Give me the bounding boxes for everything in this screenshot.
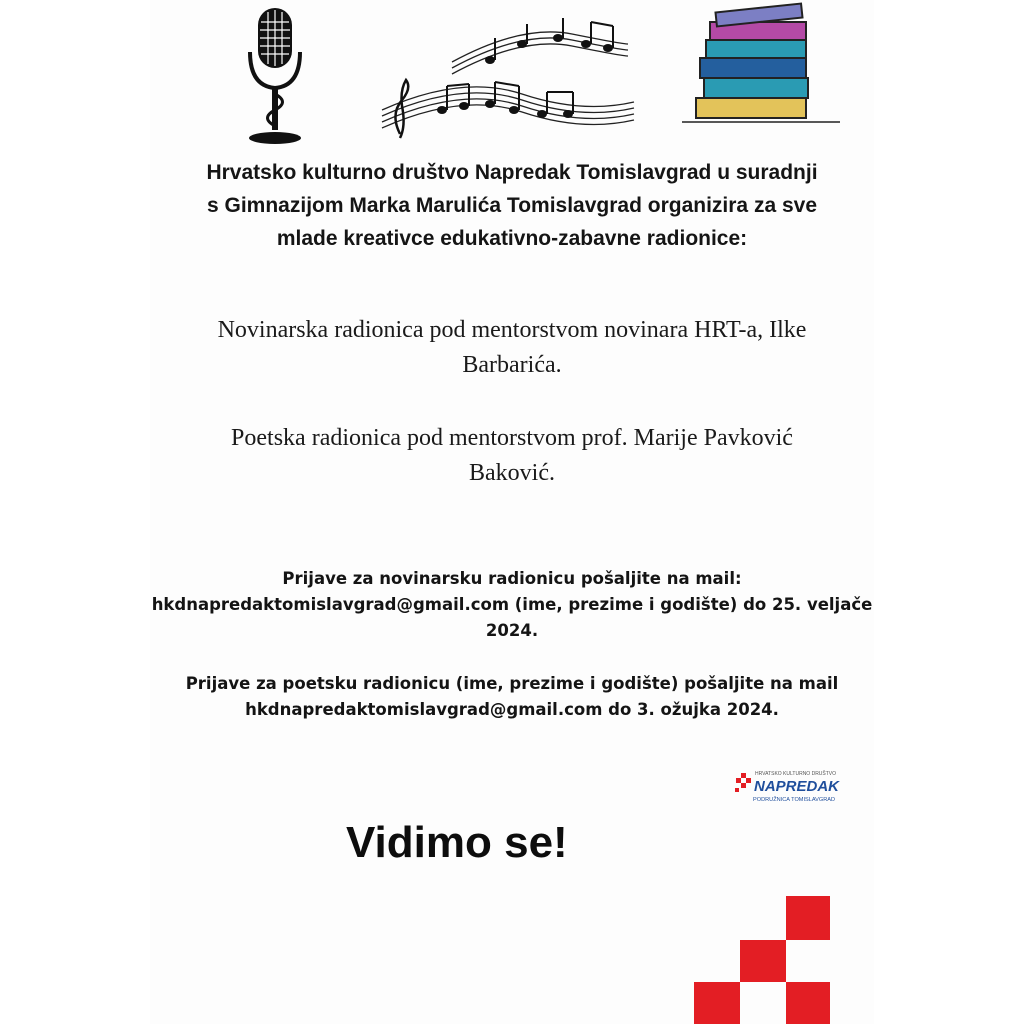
napredak-logo [735, 767, 840, 807]
application-line-2: hkdnapredaktomislavgrad@gmail.com do 3. ožujka 2024. [245, 700, 779, 719]
sign-off: Vidimo se! [346, 818, 568, 867]
intro-line-2: s Gimnazijom Marka Marulića Tomislavgrad organizira za sve [207, 194, 817, 217]
workshop-line-1: Novinarska radionica pod mentorstvom novinara HRT-a, Ilke [217, 317, 807, 343]
checkerboard-decoration [694, 896, 830, 1024]
svg-text:PODRUŽNICA TOMISLAVGRAD: PODRUŽNICA TOMISLAVGRAD [753, 797, 836, 803]
application-journalism [150, 566, 874, 644]
application-line-2: hkdnapredaktomislavgrad@gmail.com (ime, prezime i godište) do 25. veljače [151, 595, 873, 614]
application-line-3: 2024. [485, 621, 539, 640]
workshop-journalism [150, 313, 874, 383]
application-line-1: Prijave za novinarsku radionicu pošaljite na mail: [282, 569, 742, 588]
intro-text [150, 156, 874, 255]
workshop-poetry [150, 421, 874, 491]
svg-text:HRVATSKO KULTURNO DRUŠTVO: HRVATSKO KULTURNO DRUŠTVO [755, 771, 837, 777]
intro-line-1: Hrvatsko kulturno društvo Napredak Tomislavgrad u suradnji [206, 161, 818, 184]
intro-line-3: mlade kreativce edukativno-zabavne radionice: [276, 227, 748, 250]
music-notes-icon [372, 14, 642, 144]
application-poetry [150, 671, 874, 723]
microphone-icon [220, 2, 330, 148]
poster-background [150, 0, 874, 1024]
workshop-line-2: Baković. [469, 460, 555, 486]
workshop-line-1: Poetska radionica pod mentorstvom prof. Marije Pavković [231, 425, 793, 451]
application-line-1: Prijave za poetsku radionicu (ime, prezime i godište) pošaljite na mail [185, 674, 839, 693]
books-stack-icon [676, 4, 846, 128]
svg-text:NAPREDAK: NAPREDAK [754, 778, 840, 795]
workshop-line-2: Barbarića. [462, 352, 562, 378]
